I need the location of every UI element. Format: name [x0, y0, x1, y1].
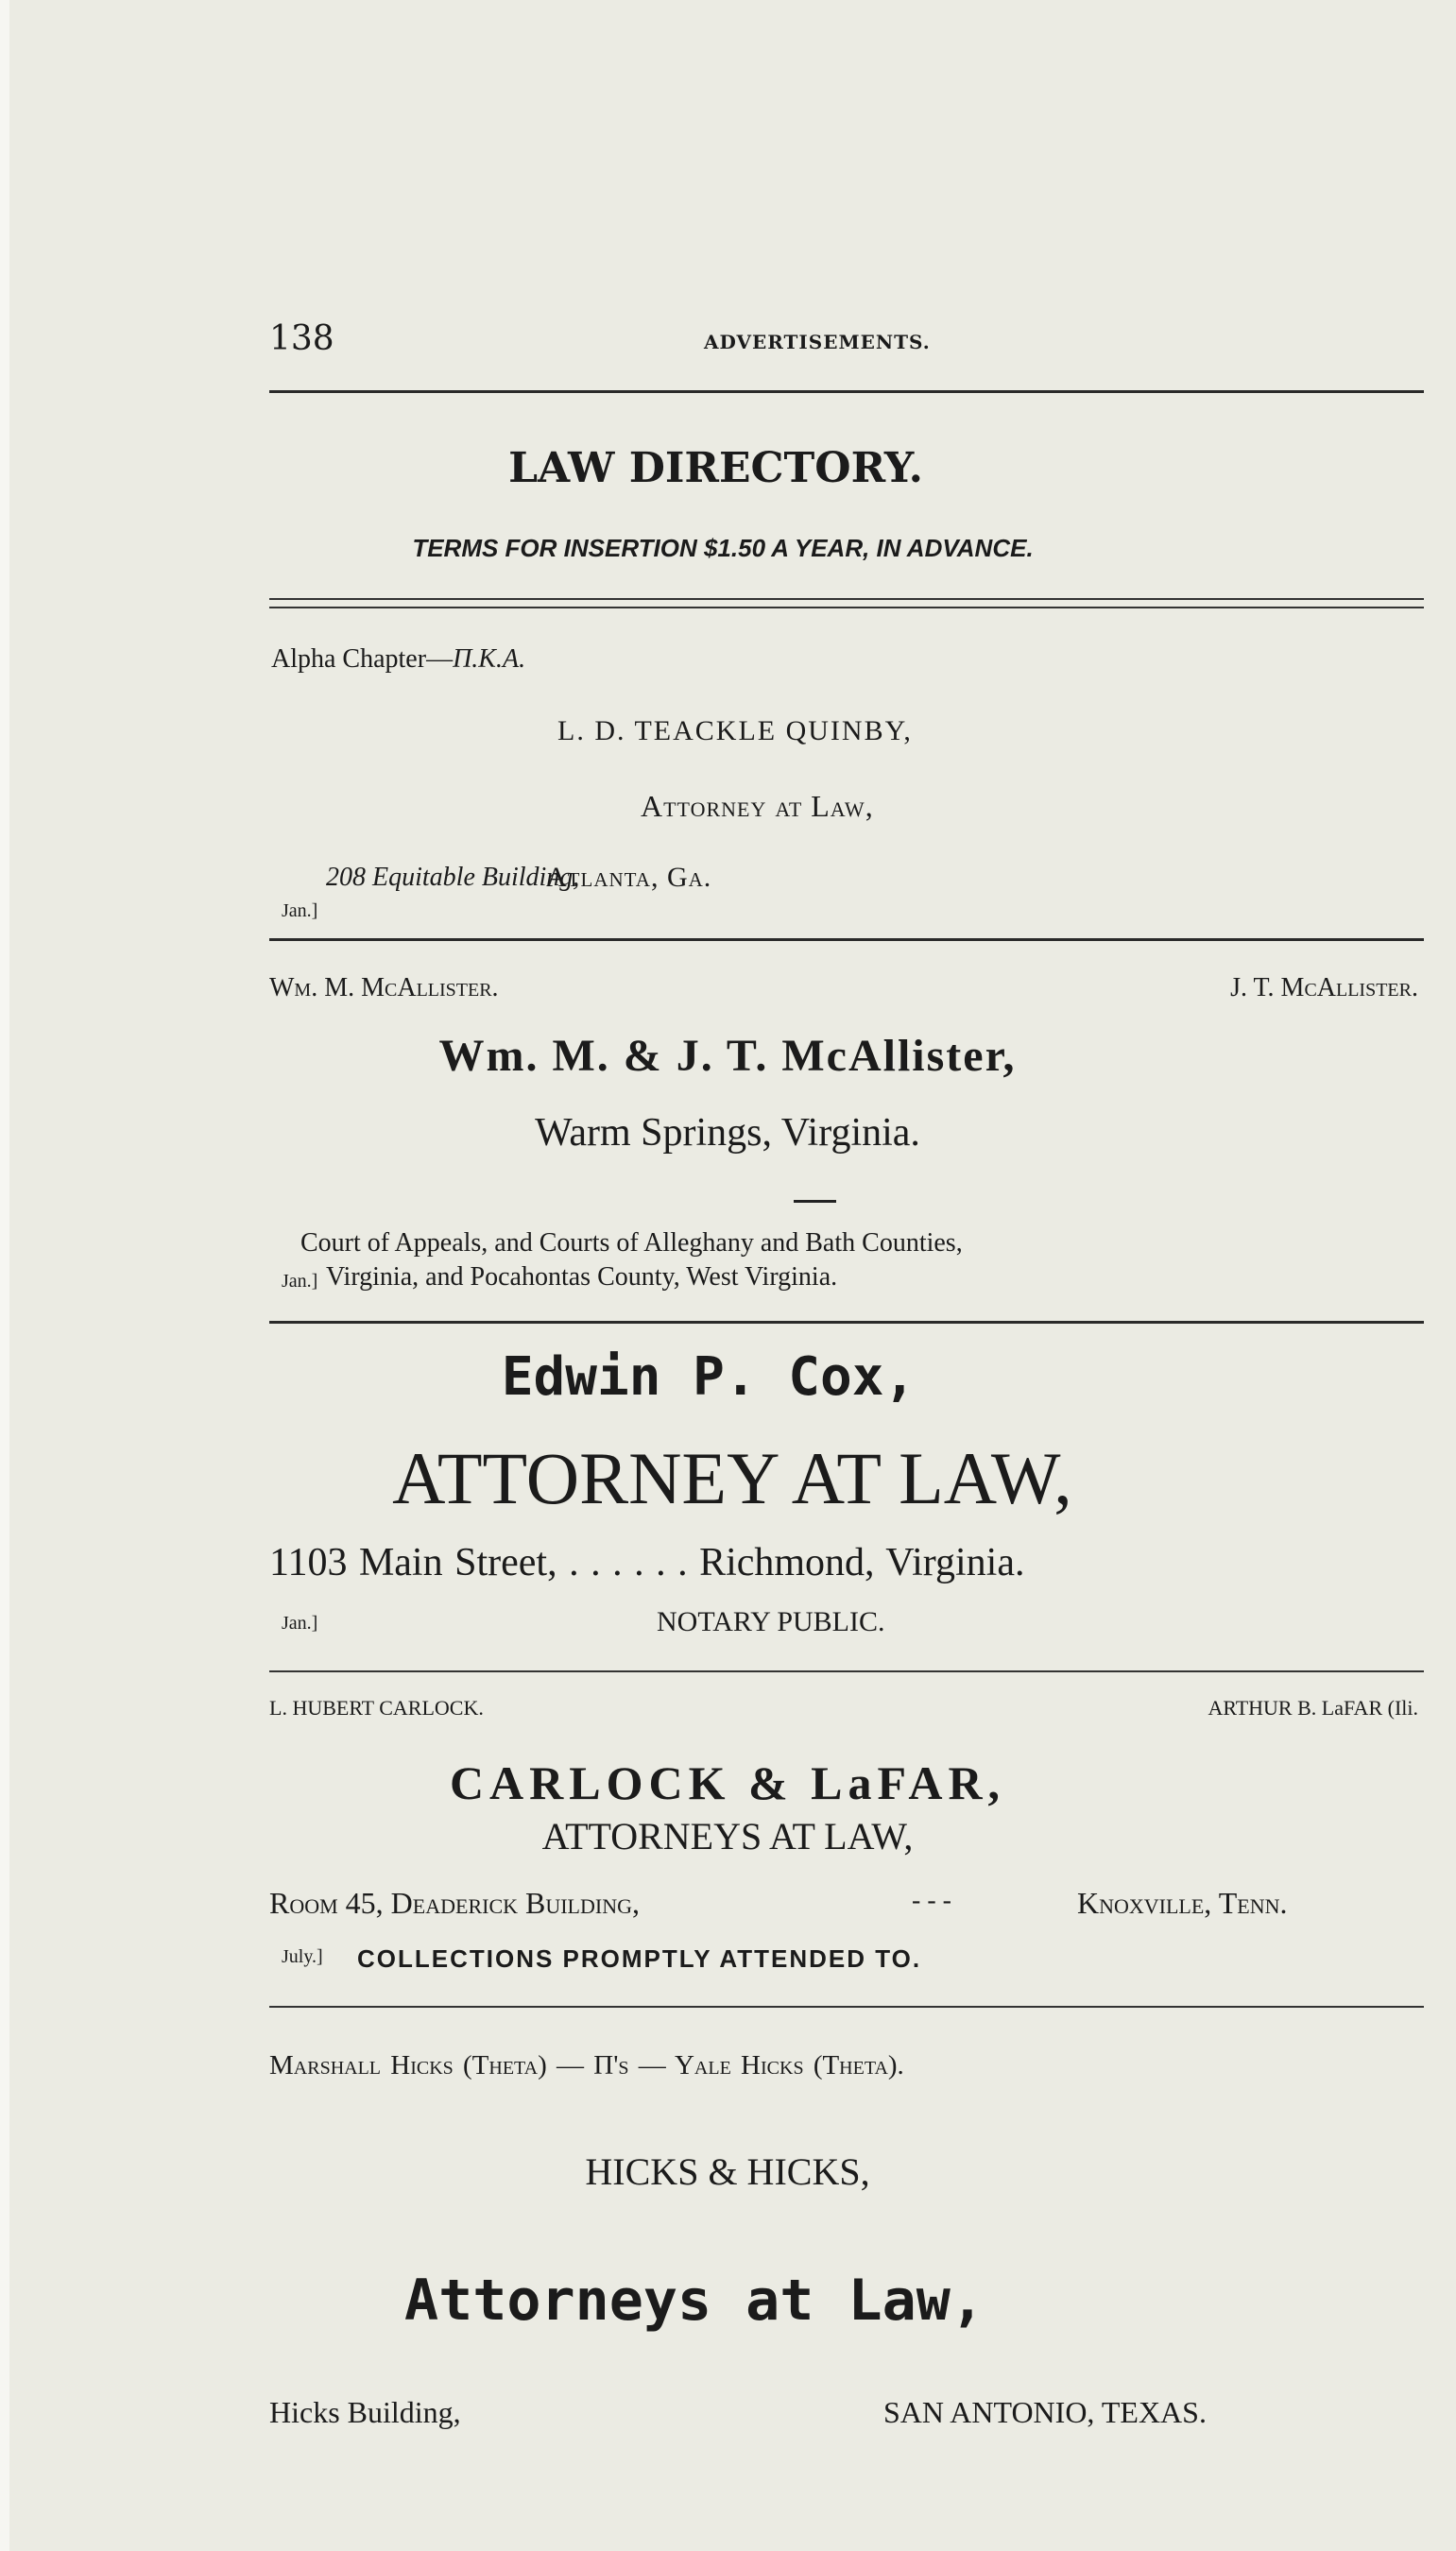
running-head: ADVERTISEMENTS. — [704, 331, 931, 353]
firm-profession: ATTORNEYS AT LAW, — [541, 1815, 914, 1858]
insertion-month: Jan.] — [282, 1271, 318, 1292]
header-rule — [269, 390, 1424, 393]
listing-divider — [269, 2006, 1424, 2008]
partner-left: Wm. M. McAllister. — [269, 973, 499, 1002]
firm-city: Knoxville, Tenn. — [1077, 1886, 1288, 1920]
directory-terms: TERMS FOR INSERTION $1.50 A YEAR, IN ADVANCE. — [412, 534, 1034, 562]
page-number: 138 — [269, 319, 334, 358]
chapter-greek: Π.Κ.Α. — [453, 644, 526, 674]
firm-city: Warm Springs, Virginia. — [535, 1111, 920, 1155]
partner-right: ARTHUR B. LaFAR (Ili. — [1208, 1696, 1418, 1720]
courts-line-2: Virginia, and Pocahontas County, West Virginia. — [326, 1262, 838, 1292]
listing-divider — [269, 1670, 1424, 1672]
listing-divider — [269, 1321, 1424, 1324]
firm-city: SAN ANTONIO, TEXAS. — [883, 2395, 1207, 2429]
attorney-city: Atlanta, Ga. — [546, 862, 712, 893]
attorney-name: L. D. TEACKLE QUINBY, — [557, 715, 913, 746]
firm-address: Room 45, Deaderick Building, — [269, 1886, 640, 1920]
partners-line: Marshall Hicks (Theta) — Π's — Yale Hicks (Theta). — [269, 2050, 904, 2080]
attorney-address: 208 Equitable Building, — [326, 863, 580, 892]
chapter-label: Alpha Chapter— — [271, 644, 454, 674]
insertion-month: Jan.] — [282, 900, 318, 921]
firm-address: Hicks Building, — [269, 2395, 461, 2429]
firm-name: Wm. M. & J. T. McAllister, — [438, 1031, 1017, 1081]
firm-name: HICKS & HICKS, — [585, 2150, 870, 2193]
insertion-month: July.] — [282, 1946, 323, 1967]
attorney-profession: ATTORNEY AT LAW, — [392, 1437, 1072, 1519]
double-rule-bottom — [269, 607, 1424, 608]
listing-divider — [269, 938, 1424, 941]
attorney-address: 1103 Main Street, . . . . . . Richmond, Virginia. — [269, 1541, 1025, 1584]
firm-name: CARLOCK & LaFAR, — [449, 1756, 1006, 1809]
attorney-name: Edwin P. Cox, — [501, 1346, 916, 1408]
firm-profession: Attorneys at Law, — [403, 2268, 985, 2334]
collections-note: COLLECTIONS PROMPTLY ATTENDED TO. — [357, 1944, 922, 1973]
short-rule — [794, 1200, 836, 1203]
partner-right: J. T. McAllister. — [1230, 973, 1418, 1002]
insertion-month: Jan.] — [282, 1613, 318, 1634]
courts-line-1: Court of Appeals, and Courts of Alleghany and Bath Counties, — [300, 1228, 963, 1258]
notary-public: NOTARY PUBLIC. — [657, 1606, 885, 1637]
chapter-line — [271, 644, 525, 675]
attorney-profession: Attorney at Law, — [641, 789, 874, 823]
double-rule-top — [269, 598, 1424, 600]
partner-left: L. HUBERT CARLOCK. — [269, 1696, 484, 1720]
directory-title: LAW DIRECTORY. — [508, 444, 923, 492]
address-separator: - - - — [912, 1886, 951, 1915]
